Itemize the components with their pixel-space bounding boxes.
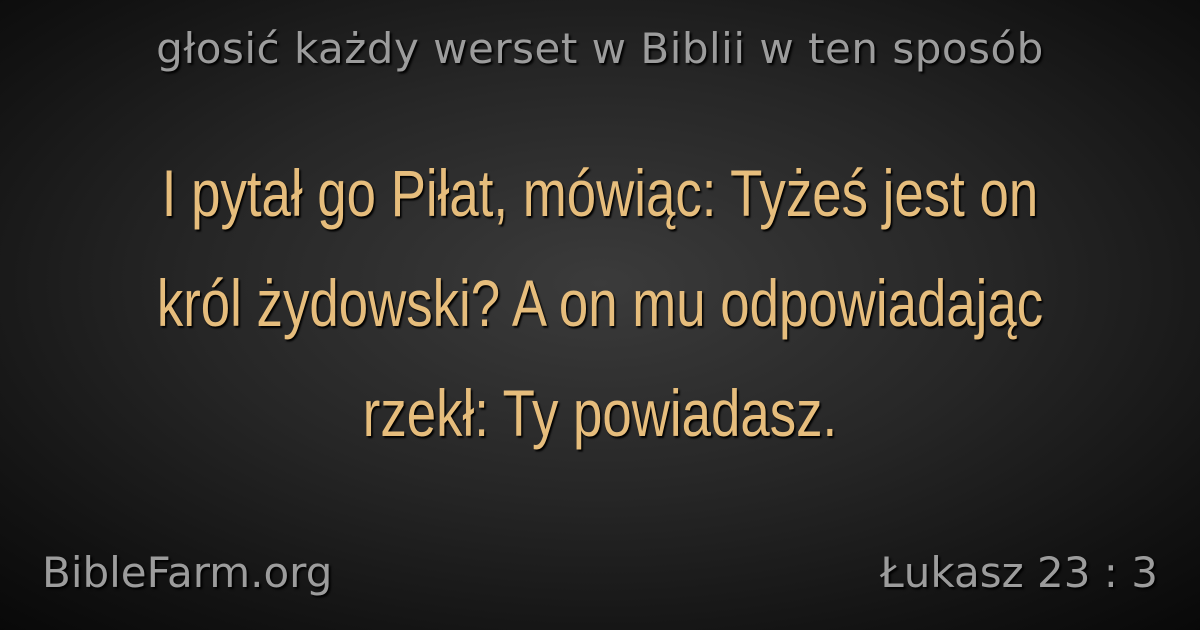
site-name: BibleFarm.org — [42, 548, 333, 597]
verse-reference: Łukasz 23 : 3 — [880, 548, 1158, 597]
verse-text: I pytał go Piłat, mówiąc: Tyżeś jest on król żydowski? A on mu odpowiadając rzekł: Ty powiadasz. — [156, 156, 1044, 450]
tagline: głosić każdy werset w Biblii w ten sposób — [156, 24, 1044, 73]
